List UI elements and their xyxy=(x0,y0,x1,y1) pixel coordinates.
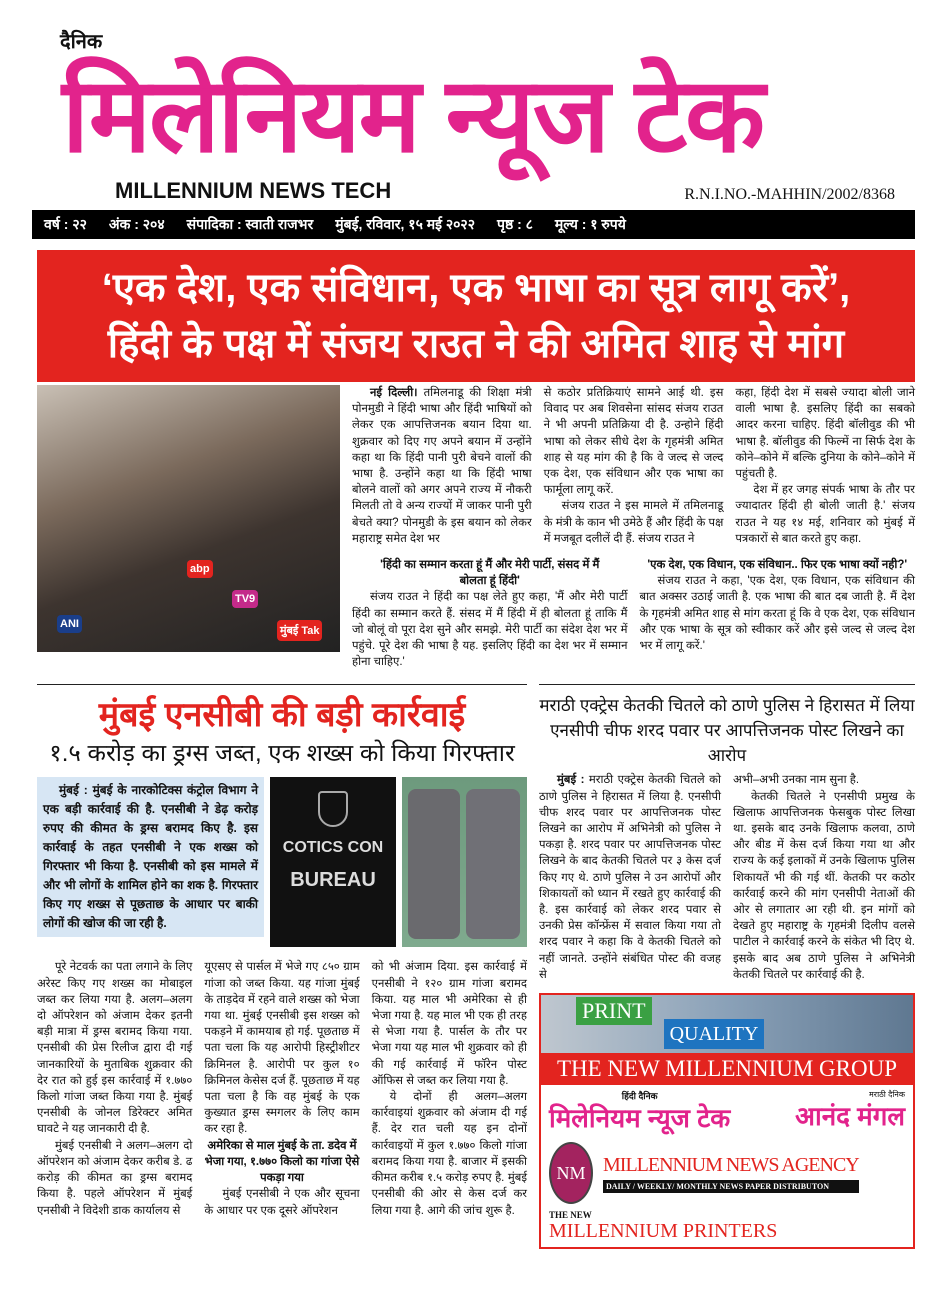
divider xyxy=(539,684,915,685)
masthead-title: मिलेनियम न्यूज टेक xyxy=(62,58,764,174)
mic-label: ANI xyxy=(57,615,82,633)
ad-printers-block xyxy=(541,1208,913,1247)
ketaki-dateline: मुंबई : xyxy=(557,774,585,787)
press-photo xyxy=(541,995,913,1053)
sanjay-raut-photo xyxy=(37,385,340,652)
ncb-subhead: अमेरिका से माल मुंबई के ता. डदेव में भेजा गया, १.७७० किलो का गांजा ऐसे पकड़ा गया xyxy=(204,1139,360,1185)
sign-text: COTICS CON xyxy=(282,839,384,857)
meta-price: मूल्य : १ रुपये xyxy=(554,216,626,232)
ncb-subheadline: १.५ करोड़ का ड्रग्स जब्त, एक शख्स को किया गिरफ्तार xyxy=(49,740,515,768)
package xyxy=(466,789,520,939)
lead-column-2 xyxy=(544,385,724,547)
lead-subsections xyxy=(352,557,915,670)
ncb-column-3 xyxy=(372,959,527,1218)
ad-hindi-paper: मिलेनियम न्यूज टेक xyxy=(549,1103,731,1134)
ketaki-column-2 xyxy=(733,772,915,983)
lead-columns xyxy=(352,385,915,547)
logo-letters: NM xyxy=(556,1163,586,1184)
mic-label: मुंबई Tak xyxy=(277,620,322,641)
meta-issue: अंक : २०४ xyxy=(108,216,165,232)
ncb-column-1 xyxy=(37,959,192,1218)
package xyxy=(408,789,460,939)
lead-subhead: 'एक देश, एक विधान, एक संविधान.. फिर एक भाषा क्यों नही?' xyxy=(647,559,908,572)
ad-printers: MILLENNIUM PRINTERS xyxy=(549,1220,778,1243)
lead-text: संजय राउत ने कहा, 'एक देश, एक विधान, एक संविधान की बात अक्सर उठाई जाती है. एक भाषा की बात दब जाती है. मैं देश के गृहमंत्री अमित शाह से मांग करता हूं कि वे एक देश, एक संविधान और एक भाषा के सूत्र को स्वीकार करें और इसे जल्द से जल्द देश भर में लागू करें.' xyxy=(639,575,915,653)
lead-text-area xyxy=(352,385,915,670)
ketaki-columns xyxy=(539,772,915,983)
ad-marathi-paper: आनंद मंगल xyxy=(795,1101,905,1132)
mic-label: TV9 xyxy=(232,590,258,608)
ad-marathi-block xyxy=(795,1089,905,1134)
lead-dateline: नई दिल्ली। xyxy=(370,387,418,399)
lead-text: से कठोर प्रतिक्रियाएं सामने आई थी. इस विवाद पर अब शिवसेना सांसद संजय राउत ने भी अपनी प्रतिक्रिया दी है. उन्होने हिंदी भाषा को लेकर सीधे देश के गृहमंत्री अमित शाह से यह मांग की है कि वे जल्द से जल्द एक देश, एक संविधान और एक भाषा का फार्मूला लागू करें. xyxy=(543,387,724,497)
sign-text: BUREAU xyxy=(290,869,376,892)
ncb-office-photo xyxy=(270,777,396,947)
meta-bar xyxy=(32,210,915,239)
ketaki-headline xyxy=(539,693,915,768)
ad-hindi-tag: हिंदी दैनिक xyxy=(621,1091,658,1102)
ad-hindi-block xyxy=(549,1089,730,1134)
ad-agency-block xyxy=(603,1154,859,1193)
ncb-text: मुंबई एनसीबी ने एक और सूचना के आधार पर एक दूसरे ऑपरेशन xyxy=(204,1188,360,1217)
ncb-story xyxy=(37,676,527,1218)
ad-quality: QUALITY xyxy=(664,1019,765,1049)
masthead-dainik: दैनिक xyxy=(60,31,103,53)
divider xyxy=(37,684,527,685)
lead-column-3 xyxy=(735,385,915,547)
millennium-group-advertisement xyxy=(539,993,915,1249)
lead-story xyxy=(32,385,915,670)
lead-text: तमिलनाडू की शिक्षा मंत्री पोनमुडी ने हिंदी भाषा और हिंदी भाषियों को लेकर एक आपत्तिजनक बयान दिया था. शुक्रवार को दिए गए अपने बयान में उन्होंने कहा था कि हिंदी पानी पुरी बेचने वालों की भाषा है. उन्होंने कहा था कि हिंदी भाषा बोलने वालों को अगर अपने राज्य में नौकरी मिलती तो वे अन्य राज्यों में जाकर पानी पुरी बेचते क्या? पोनमुडी के इस बयान को लेकर महाराष्ट्र समेत देश भर xyxy=(352,387,532,545)
ad-agency-row xyxy=(541,1138,913,1208)
lead-text: कहा, हिंदी देश में सबसे ज्यादा बोली जाने वाली भाषा है. इसलिए हिंदी का सबको आदर करना चाहिए. हिंदी बॉलीवुड की भी भाषा है. बॉलीवुड की फिल्में ना सिर्फ देश के कोने–कोने में बल्कि दुनिया के कोने–कोने में पहुंचती है. xyxy=(735,387,916,481)
lead-subhead: 'हिंदी का सम्मान करता हूं मैं और मेरी पार्टी, संसद में मैं बोलता हूं हिंदी' xyxy=(380,559,600,588)
rni-number: R.N.I.NO.-MAHHIN/2002/8368 xyxy=(684,186,895,203)
ketaki-text: अभी–अभी उनका नाम सुना है. xyxy=(733,774,860,787)
lead-text: देश में हर जगह संपर्क भाषा के तौर पर ज्यादातर हिंदी ही बोली जाती है.' संजय राउत ने यह १४ मई, शनिवार को मुंबई में पत्रकारों से बात करते हुए कहा. xyxy=(735,484,916,545)
ketaki-text: केतकी चितले ने एनसीपी प्रमुख के खिलाफ आपत्तिजनक फेसबुक पोस्ट लिखा था. इसके बाद उनके खिलाफ कलवा, ठाणे और बीड में केस दर्ज किया गया था और राज्य के कई इलाकों में उनके खिलाफ पुलिस शिकायतें भी की गई थीं. केतकी पर कठोर कार्रवाई करने की मांग एनसीपी नेताओं की ओर से लगातार आ रही थी. इन मांगों को देखते हुए महाराष्ट्र के गृहमंत्री दिलीप वलसे पाटील ने कार्रवाई करने के संकेत भी दिए थे. इसके बाद अब ठाणे पुलिस ने अभिनेत्री केतकी चितले पर कार्रवाई की है. xyxy=(733,790,915,981)
lead-text: संजय राउत ने इस मामले में तमिलनाडू के मंत्री के कान भी उमेठे हैं और हिंदी के पक्ष में मजबूत दलीलें दी हैं. संजय राउत ने xyxy=(543,500,724,545)
ncb-headline: मुंबई एनसीबी की बड़ी कार्रवाई xyxy=(98,696,466,735)
seized-drugs-photo xyxy=(402,777,527,947)
ketaki-column-1 xyxy=(539,772,721,983)
masthead-english-title: MILLENNIUM NEWS TECH xyxy=(115,178,392,203)
lead-subsection-1 xyxy=(352,557,628,670)
ketaki-text: मराठी एक्ट्रेस केतकी चितले को ठाणे पुलिस ने हिरासत में लिया है. एनसीपी चीफ शरद पवार पर आपत्तिजनक पोस्ट लिखने का आरोप में अभिनेत्री को पुलिस ने पकड़ा है. शरद पवार पर आपत्तिजनक पोस्ट लिखने के बाद केतकी चितले पर ३ केस दर्ज किए गए थे. ठाणे पुलिस ने उन आरोपों और शिकायतों को ध्यान में रखते हुए कार्रवाई की है. इस कार्रवाई को लेकर शरद पवार से उनकी प्रेस कॉन्फ्रेंस में सवाल किया गया तो शरद पवार ने कहा कि वे केतकी चितले को नहीं जानते. उन्होंने संबंधित पोस्ट की वजह से xyxy=(539,774,721,981)
lead-column-1 xyxy=(352,385,532,547)
ncb-columns xyxy=(37,959,527,1218)
lead-subsection-2 xyxy=(640,557,916,654)
ketaki-headline-line2: एनसीपी चीफ शरद पवार पर आपत्तिजनक पोस्ट लिखने का आरोप xyxy=(550,721,904,766)
ad-printers-small: THE NEW xyxy=(549,1210,592,1221)
ad-agency-tagline: DAILY / WEEKLY/ MONTHLY NEWS PAPER DISTRIBUTON xyxy=(603,1180,859,1193)
printers-logo-icon xyxy=(549,1142,593,1204)
mic-label: abp xyxy=(187,560,213,578)
meta-page: पृष्ठ : ८ xyxy=(497,216,533,232)
masthead-subrow xyxy=(32,178,915,210)
ad-agency: MILLENNIUM NEWS AGENCY xyxy=(603,1153,859,1176)
ncb-text: को भी अंजाम दिया. इस कार्रवाई में एनसीबी ने १२० ग्राम गांजा बरामद किया. यह माल भी अमेरिका से ही भेजा गया है. यह माल भी एक ही तरह से भेजा गया है. पार्सल के तौर पर भेजा गया यह माल भी शुक्रवार को ही की गई कार्रवाई में फॉरेन पोस्ट ऑफिस से जब्त कर लिया गया है. xyxy=(371,961,527,1087)
ad-marathi-tag: मराठी दैनिक xyxy=(869,1090,905,1100)
lead-headline-line2: हिंदी के पक्ष में संजय राउत ने की अमित शाह से मांग xyxy=(107,322,845,366)
emblem-icon xyxy=(318,791,348,827)
lead-text: संजय राउत ने हिंदी का पक्ष लेते हुए कहा, 'मैं और मेरी पार्टी हिंदी का सम्मान करते हैं. संसद में मैं हिंदी में ही बोलता हूं ताकि मैं जो बोलूं वो पूरा देश सुने और समझे. मेरी पार्टी का संदेश देश भर में पहुंचे. पूरे देश की भाषा है यह. इसलिए हिंदी का देश भर में सम्मान होना चाहिए.' xyxy=(352,591,628,669)
ad-papers xyxy=(541,1085,913,1138)
ketaki-headline-line1: मराठी एक्ट्रेस केतकी चितले को ठाणे पुलिस ने हिरासत में लिया xyxy=(539,696,915,716)
lead-headline xyxy=(37,250,915,382)
meta-dateline: मुंबई, रविवार, १५ मई २०२२ xyxy=(335,216,475,232)
meta-editor: संपादिका : स्वाती राजभर xyxy=(186,216,314,232)
ncb-text: यूएसए से पार्सल में भेजे गए ८५० ग्राम गांजा को जब्त किया. यह गांजा मुंबई के ताड़देव में रहने वाले शख्स को भेजा गया था. मुंबई एनसीबी इस शख्स को पकड़ने में कामयाब हो गई. पूछताछ में पता चला कि यह आरोपी हिस्ट्रीशीटर क्रिमिनल है. आरोपी पर कुल १० क्रिमिनल केसेस दर्ज हैं. पूछताछ में यह पता चला है कि वह मुंबई के एक कुख्यात ड्रग्स स्मगलर के लिए काम कर रहा है. xyxy=(204,961,360,1136)
ncb-column-2 xyxy=(204,959,359,1218)
ncb-intro-text: मुंबई के नारकोटिक्स कंट्रोल विभाग ने एक बड़ी कार्रवाई की है. एनसीबी ने डेढ़ करोड़ रुपए की कीमत के ड्रग्स बरामद किए है. इस कार्रवाई के तहत एनसीबी ने एक शख्स को गिरफ्तार भी किया है. एनसीबी को इस मामले में और भी लोगों के शामिल होने का शक है. गिरफ्तार किए गए शख्स से पूछताछ के आधार पर बाकी लोगों की खोज की जा रही है. xyxy=(43,783,258,931)
ad-group-name: THE NEW MILLENNIUM GROUP xyxy=(541,1053,913,1085)
ncb-text: पूरे नेटवर्क का पता लगाने के लिए अरेस्ट किए गए शख्स का मोबाइल जब्त कर लिया गया है. अलग–अलग दो ऑपरेशन को अंजाम देकर इतनी बड़ी मात्रा में ड्रग्स बरामद किया गया. एनसीबी की प्रेस रिलीज द्वारा दी गई जानकारियों के मुताबिक शुक्रवार की देर रात को हुई इस कार्रवाई में १.७७० किलो गांजा जब्त किया गया है. मुंबई एनसीबी के जोनल डिरेक्टर अमित घावटे ने यह जानकारी दी है. xyxy=(37,961,193,1136)
ncb-text: मुंबई एनसीबी ने अलग–अलग दो ऑपरेशन को अंजाम देकर करीब डे. ढ करोड़ की कीमत का ड्रग्स बरामद किया है. पहले ऑपरेशन में मुंबई एनसीबी ने विदेशी डाक कार्यालय से xyxy=(37,1139,193,1217)
lower-section xyxy=(32,676,915,1249)
ncb-dateline: मुंबई : xyxy=(59,783,88,798)
ncb-text: ये दोनों ही अलग–अलग कार्रवाइयां शुक्रवार को अंजाम दी गई हैं. देर रात चली यह इन दोनों कार्रवाइयों में कुल १.७७० किलो गांजा बरामद किया गया है. बाजार में इसकी कीमत करीब १.५ करोड़ रुपए है. मुंबई एनसीबी की ओर से केस दर्ज कर लिया गया है. आगे की जांच शुरू है. xyxy=(371,1091,527,1217)
meta-year: वर्ष : २२ xyxy=(44,216,87,232)
ncb-top-row xyxy=(37,777,527,947)
right-column xyxy=(539,676,915,1249)
lead-headline-line1: ‘एक देश, एक संविधान, एक भाषा का सूत्र लागू करें’, xyxy=(101,266,851,310)
ad-print: PRINT xyxy=(576,997,652,1025)
ncb-intro-box xyxy=(37,777,264,937)
